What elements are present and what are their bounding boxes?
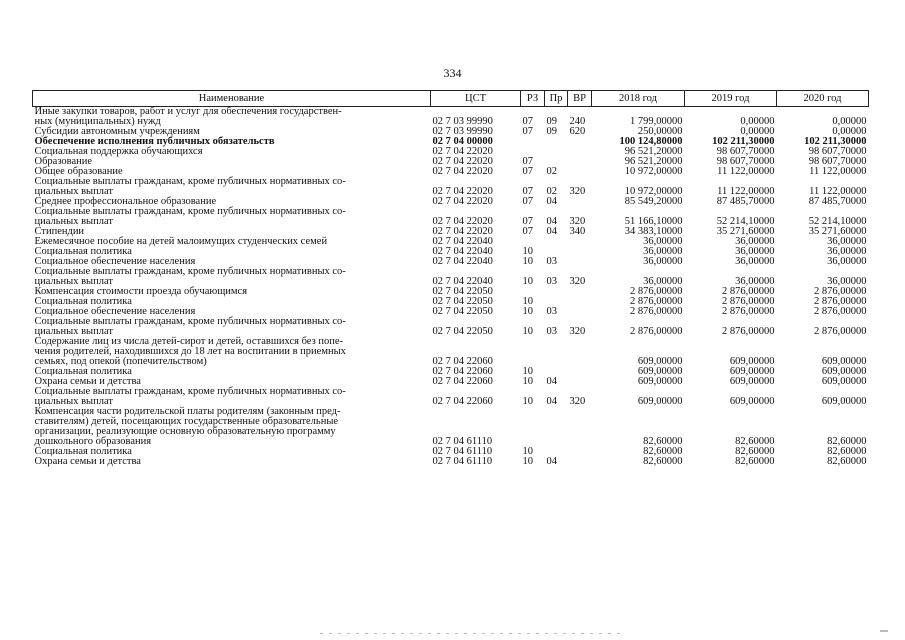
row-vr [568,157,592,167]
row-2018: 10 972,00000 [624,186,683,197]
scan-artifact-mark [880,630,888,632]
row-cst: 02 7 04 00000 [432,136,493,147]
row-pr [545,137,568,147]
row-2018: 2 876,00000 [630,286,683,297]
row-vr: 620 [569,126,586,137]
row-name-line: Общее образование [34,166,123,177]
row-2018: 609,00000 [637,376,683,387]
row-2018: 36,00000 [643,276,683,287]
header-pr: Пр [545,91,568,107]
row-rz: 07 [522,116,533,127]
row-2018: 36,00000 [643,236,683,247]
row-2018: 2 876,00000 [630,326,683,337]
row-2019: 2 876,00000 [722,306,775,317]
row-name [33,317,431,337]
row-2019: 609,00000 [729,356,775,367]
row-2018: 609,00000 [637,366,683,377]
row-name-line: Образование [34,156,93,167]
row-cst: 02 7 04 22040 [432,246,493,257]
row-name-line: Компенсация стоимости проезда обучающимся [34,286,248,297]
table-row [33,407,869,447]
row-2018: 51 166,10000 [624,216,683,227]
table-row [33,317,869,337]
row-2020: 98 607,70000 [808,146,867,157]
page-number: 334 [443,66,462,80]
row-cst: 02 7 04 22020 [432,216,493,227]
row-cst: 02 7 04 22060 [432,376,493,387]
row-name-line: циальных выплат [34,396,113,407]
row-name-line: Социальные выплаты гражданам, кроме публичных нормативных со- [34,316,346,327]
row-vr [568,447,592,457]
row-cst: 02 7 04 22050 [432,296,493,307]
row-rz: 10 [522,276,533,287]
row-2019: 82,60000 [735,456,775,467]
row-2018: 82,60000 [643,456,683,467]
row-pr: 04 [546,456,557,467]
row-name [33,337,431,367]
row-name-line: семьях, под опекой (попечительством) [34,356,207,367]
row-name-line: Социальная политика [34,446,132,457]
row-name [33,147,431,157]
row-2020: 82,60000 [827,436,867,447]
row-2019: 2 876,00000 [722,296,775,307]
table-body [33,107,869,468]
table-row [33,267,869,287]
row-name-line: Социальные выплаты гражданам, кроме публичных нормативных со- [34,266,346,277]
row-pr: 03 [546,306,557,317]
row-name [33,387,431,407]
row-pr: 04 [546,376,557,387]
row-cst: 02 7 03 99990 [432,126,493,137]
row-2018: 36,00000 [643,256,683,267]
row-cst: 02 7 04 22020 [432,186,493,197]
row-2020: 36,00000 [827,276,867,287]
row-name-line: Социальная политика [34,296,132,307]
row-2019: 36,00000 [735,236,775,247]
row-pr [545,147,568,157]
row-rz: 10 [522,256,533,267]
row-cst: 02 7 04 61110 [432,456,493,467]
row-2018: 2 876,00000 [630,306,683,317]
row-name-line: Социальные выплаты гражданам, кроме публичных нормативных со- [34,386,346,397]
row-2018: 96 521,20000 [624,146,683,157]
row-rz: 10 [522,246,533,257]
row-2019: 609,00000 [729,396,775,407]
row-2020: 2 876,00000 [814,286,867,297]
header-2019: 2019 год [685,91,777,107]
row-pr: 09 [546,126,557,137]
row-2019: 102 211,30000 [712,136,775,147]
header-2018: 2018 год [592,91,685,107]
row-rz: 07 [522,186,533,197]
row-name-line: Охрана семьи и детства [34,456,141,467]
header-cst: ЦСТ [431,91,521,107]
row-rz [521,337,545,367]
row-vr: 340 [569,226,586,237]
row-rz: 07 [522,216,533,227]
row-2019: 35 271,60000 [716,226,775,237]
row-vr: 320 [569,326,586,337]
row-rz [521,407,545,447]
row-name-line: Социальное обеспечение населения [34,256,196,267]
row-name-line: дошкольного образования [34,436,152,447]
row-2020: 36,00000 [827,256,867,267]
row-rz: 10 [522,306,533,317]
row-pr: 04 [546,396,557,407]
row-pr: 04 [546,196,557,207]
row-pr [545,337,568,367]
row-2020: 52 214,10000 [808,216,867,227]
row-2020: 2 876,00000 [814,326,867,337]
row-cst: 02 7 04 22020 [432,226,493,237]
row-rz: 10 [522,396,533,407]
row-cst: 02 7 04 22040 [432,236,493,247]
row-pr [545,237,568,247]
row-cst: 02 7 04 22050 [432,306,493,317]
row-2018: 1 799,00000 [630,116,683,127]
row-pr: 03 [546,256,557,267]
row-rz: 10 [522,326,533,337]
row-2019: 11 122,00000 [717,166,775,177]
row-vr [568,247,592,257]
row-rz: 07 [522,226,533,237]
row-vr [568,167,592,177]
row-name [33,407,431,447]
row-vr: 240 [569,116,586,127]
table-row [33,457,869,467]
row-vr [568,307,592,317]
row-2019: 0,00000 [740,116,775,127]
row-name-line: Социальная политика [34,366,132,377]
row-rz: 10 [522,366,533,377]
row-cst: 02 7 04 61110 [432,436,493,447]
row-cst: 02 7 04 22050 [432,286,493,297]
row-cst: 02 7 04 22060 [432,366,493,377]
row-2018: 609,00000 [637,356,683,367]
row-cst: 02 7 03 99990 [432,116,493,127]
budget-table [32,90,869,467]
row-name-line: циальных выплат [34,326,113,337]
row-name-line: Охрана семьи и детства [34,376,141,387]
row-cst: 02 7 04 61110 [432,446,493,457]
row-vr [568,147,592,157]
row-name-line: Стипендии [34,226,85,237]
row-2020: 609,00000 [821,356,867,367]
row-vr [568,337,592,367]
row-2018: 36,00000 [643,246,683,257]
row-2020: 2 876,00000 [814,296,867,307]
row-2020: 0,00000 [832,116,867,127]
row-pr: 03 [546,326,557,337]
row-cst: 02 7 04 22020 [432,196,493,207]
row-vr [568,457,592,467]
row-2019: 82,60000 [735,436,775,447]
row-rz: 10 [522,296,533,307]
row-2019: 609,00000 [729,376,775,387]
row-2020: 36,00000 [827,246,867,257]
row-2020: 35 271,60000 [808,226,867,237]
row-2020: 11 122,00000 [809,166,867,177]
row-2019: 98 607,70000 [716,156,775,167]
row-2019: 609,00000 [729,366,775,377]
row-pr: 02 [546,166,557,177]
row-2019: 2 876,00000 [722,286,775,297]
row-2020: 11 122,00000 [809,186,867,197]
row-2018: 85 549,20000 [624,196,683,207]
header-row [33,91,869,107]
header-rz: РЗ [521,91,545,107]
row-name-line: Содержание лиц из числа детей-сирот и детей, оставшихся без попе- [34,336,343,347]
row-cst: 02 7 04 22060 [432,356,493,367]
row-2020: 102 211,30000 [804,136,867,147]
table-row [33,337,869,367]
row-rz: 07 [522,126,533,137]
row-2018: 2 876,00000 [630,296,683,307]
row-cst: 02 7 04 22060 [432,396,493,407]
row-name-line: Обеспечение исполнения публичных обязательств [34,136,275,147]
row-name-line: Социальные выплаты гражданам, кроме публичных нормативных со- [34,206,346,217]
row-2020: 609,00000 [821,376,867,387]
row-cst: 02 7 04 22040 [432,256,493,267]
header-2020: 2020 год [777,91,869,107]
row-cst: 02 7 04 22020 [432,166,493,177]
row-2018: 82,60000 [643,446,683,457]
row-vr [568,407,592,447]
row-vr [568,377,592,387]
row-rz: 07 [522,196,533,207]
row-2019: 2 876,00000 [722,326,775,337]
row-name [33,267,431,287]
row-name-line: Иные закупки товаров, работ и услуг для обеспечения государствен- [34,106,342,117]
row-2020: 2 876,00000 [814,306,867,317]
row-name [33,207,431,227]
scan-artifact-line [320,633,620,634]
row-2020: 0,00000 [832,126,867,137]
row-name-line: Среднее профессиональное образование [34,196,217,207]
row-name-line: ставителям) детей, посещающих государственные образовательные [34,416,339,427]
row-name-line: Субсидии автономным учреждениям [34,126,200,137]
row-rz: 07 [522,166,533,177]
row-2019: 11 122,00000 [717,186,775,197]
row-2020: 609,00000 [821,396,867,407]
row-vr [568,287,592,297]
row-name [33,107,431,128]
row-cst: 02 7 04 22050 [432,326,493,337]
row-cst: 02 7 04 22040 [432,276,493,287]
row-vr [568,137,592,147]
row-vr [568,197,592,207]
table-row [33,107,869,128]
row-name-line: циальных выплат [34,216,113,227]
row-name-line: Социальная поддержка обучающихся [34,146,203,157]
row-2020: 609,00000 [821,366,867,377]
row-vr: 320 [569,186,586,197]
row-2019: 52 214,10000 [716,216,775,227]
row-2020: 98 607,70000 [808,156,867,167]
row-name [33,457,431,467]
table-row [33,177,869,197]
header-name: Наименование [33,91,431,107]
row-name-line: Компенсация части родительской платы родителям (законным пред- [34,406,341,417]
row-vr [568,367,592,377]
row-vr: 320 [569,396,586,407]
row-pr: 09 [546,116,557,127]
row-2020: 82,60000 [827,456,867,467]
row-vr [568,297,592,307]
row-2018: 609,00000 [637,396,683,407]
row-name-line: Социальное обеспечение населения [34,306,196,317]
row-vr [568,257,592,267]
row-vr: 320 [569,216,586,227]
row-2020: 87 485,70000 [808,196,867,207]
row-name-line: Социальная политика [34,246,132,257]
header-vr: ВР [568,91,592,107]
row-2019: 36,00000 [735,256,775,267]
row-2018: 250,00000 [637,126,683,137]
row-name-line: циальных выплат [34,186,113,197]
row-rz [521,137,545,147]
row-vr [568,237,592,247]
row-name-line: Ежемесячное пособие на детей малоимущих студенческих семей [34,236,328,247]
row-rz: 10 [522,446,533,457]
row-name-line: Социальные выплаты гражданам, кроме публичных нормативных со- [34,176,346,187]
row-cst: 02 7 04 22020 [432,156,493,167]
row-2019: 0,00000 [740,126,775,137]
row-rz: 10 [522,456,533,467]
row-name-line: чения родителей, находившихся до 18 лет на воспитании в приемных [34,346,346,357]
row-cst: 02 7 04 22020 [432,146,493,157]
row-vr: 320 [569,276,586,287]
row-name-line: организации, реализующие основную образовательную программу [34,426,336,437]
row-pr: 02 [546,186,557,197]
row-pr: 04 [546,226,557,237]
row-rz: 10 [522,376,533,387]
row-name [33,177,431,197]
table-row [33,207,869,227]
row-rz: 07 [522,156,533,167]
row-pr [545,407,568,447]
row-name-line: ных (муниципальных) нужд [34,116,161,127]
row-2018: 10 972,00000 [624,166,683,177]
row-2019: 36,00000 [735,246,775,257]
row-2020: 82,60000 [827,446,867,457]
row-pr: 03 [546,276,557,287]
row-2019: 98 607,70000 [716,146,775,157]
row-2019: 87 485,70000 [716,196,775,207]
row-name-line: циальных выплат [34,276,113,287]
row-pr [545,287,568,297]
row-2018: 82,60000 [643,436,683,447]
row-2019: 36,00000 [735,276,775,287]
row-2018: 100 124,80000 [619,136,683,147]
table-row [33,387,869,407]
row-2019: 82,60000 [735,446,775,457]
row-2018: 96 521,20000 [624,156,683,167]
row-2020: 36,00000 [827,236,867,247]
row-pr: 04 [546,216,557,227]
row-2018: 34 383,10000 [624,226,683,237]
